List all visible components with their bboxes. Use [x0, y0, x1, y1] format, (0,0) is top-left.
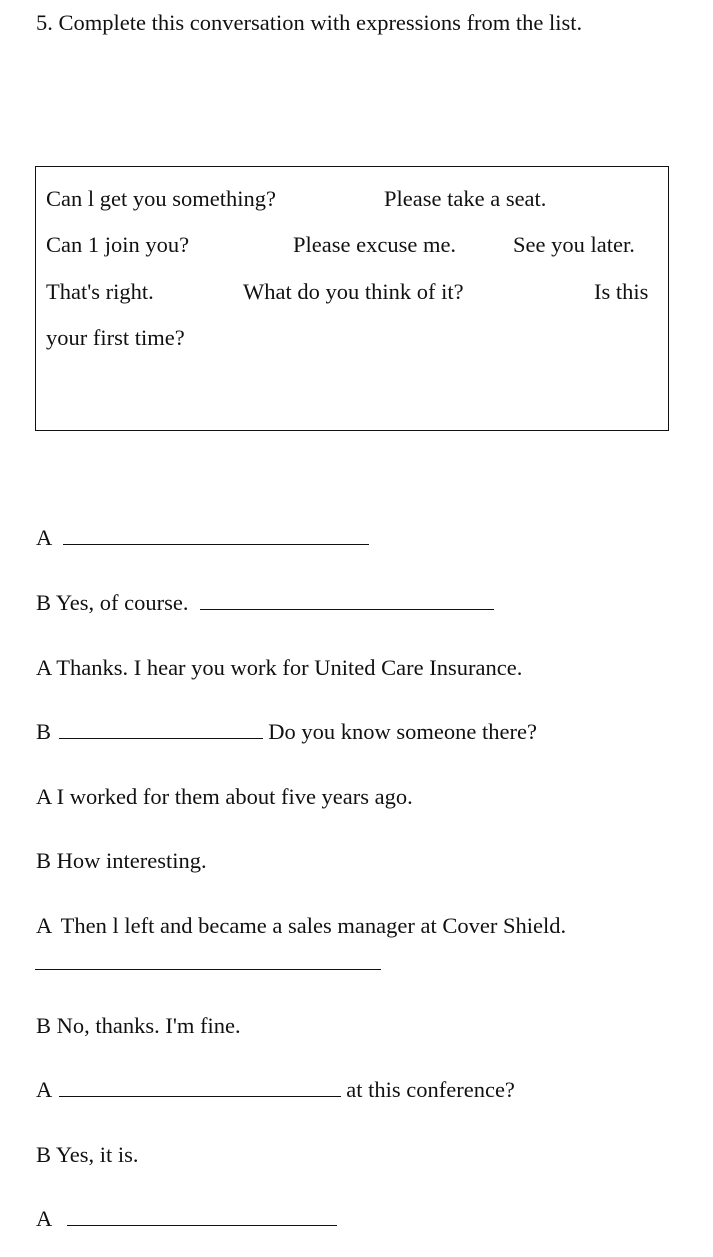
speaker-label: A [36, 784, 52, 809]
speaker-label: B [36, 1013, 52, 1038]
expression-item: your first time? [46, 325, 185, 350]
speaker-label: B [36, 590, 52, 615]
dialogue-text: Yes, it is. [55, 1142, 139, 1167]
dialogue-line [36, 655, 522, 681]
expression-item: Can l get you something? [46, 186, 276, 211]
dialogue-line [36, 525, 369, 551]
answer-blank[interactable] [67, 1207, 337, 1226]
speaker-label: B [36, 719, 52, 744]
exercise-instruction: 5. Complete this conversation with expressions from the list. [36, 10, 583, 35]
dialogue-line [36, 1206, 337, 1232]
dialogue-line [36, 1142, 139, 1168]
speaker-label: A [36, 525, 52, 550]
dialogue-text: Then l left and became a sales manager at Cover Shield. [60, 913, 567, 938]
answer-blank[interactable] [59, 1078, 341, 1097]
speaker-label: A [36, 1077, 52, 1102]
expression-item: See you later. [513, 232, 635, 257]
expression-item: That's right. [46, 279, 154, 304]
dialogue-text: I worked for them about five years ago. [56, 784, 413, 809]
dialogue-text: Thanks. I hear you work for United Care Insurance. [56, 655, 523, 680]
dialogue-text: Do you know someone there? [268, 719, 537, 744]
expression-item: What do you think of it? [243, 279, 464, 304]
answer-blank[interactable] [35, 951, 381, 970]
speaker-label: A [36, 913, 52, 938]
speaker-label: B [36, 848, 52, 873]
answer-blank[interactable] [63, 526, 369, 545]
expression-item: Can 1 join you? [46, 232, 190, 257]
dialogue-line [36, 784, 413, 810]
answer-blank[interactable] [59, 720, 263, 739]
expression-item: Please take a seat. [384, 186, 547, 211]
dialogue-text: How interesting. [56, 848, 207, 873]
speaker-label: A [36, 655, 52, 680]
dialogue-line [36, 1077, 515, 1103]
dialogue-line [36, 913, 566, 939]
dialogue-text: at this conference? [346, 1077, 515, 1102]
speaker-label: A [36, 1206, 52, 1231]
dialogue-text: No, thanks. I'm fine. [56, 1013, 241, 1038]
expression-item: Please excuse me. [293, 232, 457, 257]
dialogue-line [36, 848, 207, 874]
answer-blank[interactable] [200, 591, 494, 610]
dialogue-line [36, 590, 494, 616]
dialogue-line-continuation [35, 950, 381, 976]
dialogue-text: Yes, of course. [55, 590, 189, 615]
dialogue-line [36, 1013, 241, 1039]
dialogue-line [36, 719, 537, 745]
expression-item: Is this [594, 279, 649, 304]
speaker-label: B [36, 1142, 52, 1167]
